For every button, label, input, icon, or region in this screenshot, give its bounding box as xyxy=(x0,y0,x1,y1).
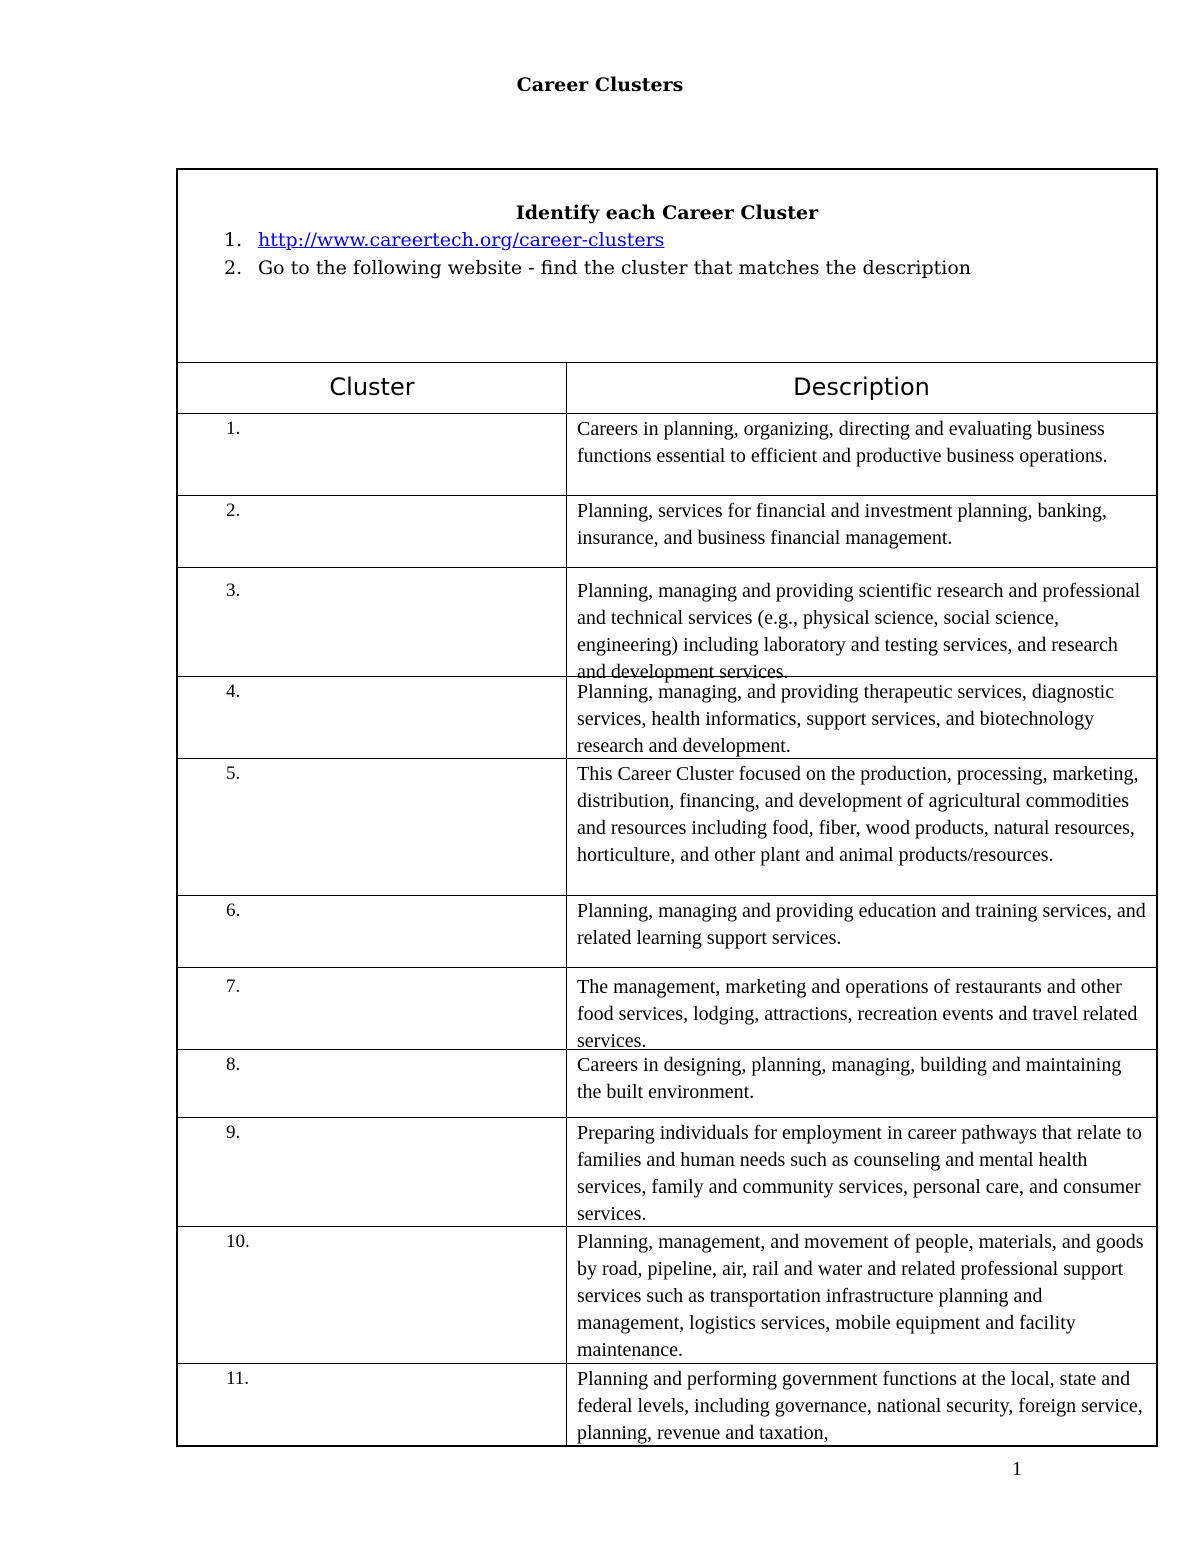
instructions-section xyxy=(178,170,1156,363)
cluster-answer-cell[interactable]: 9. xyxy=(178,1118,567,1226)
document-title: Career Clusters xyxy=(516,74,684,96)
instructions-list xyxy=(178,226,1156,282)
instruction-step xyxy=(178,226,1156,254)
cluster-answer-cell[interactable]: 1. xyxy=(178,414,567,495)
description-cell: Careers in planning, organizing, directing and evaluating business functions essential to efficient and productive business operations. xyxy=(577,418,1108,467)
cluster-answer-cell[interactable]: 6. xyxy=(178,896,567,967)
cluster-answer-cell[interactable]: 11. xyxy=(178,1364,567,1445)
page-number: 1 xyxy=(1012,1458,1022,1480)
table-row xyxy=(178,677,1156,759)
career-clusters-link[interactable]: http://www.careertech.org/career-clusters xyxy=(258,229,665,251)
description-cell: Planning, managing and providing scientific research and professional and technical services (e.g., physical science, social science, engineering) including laboratory and testing services, and research and development services. xyxy=(577,580,1141,683)
table-row xyxy=(178,1118,1156,1227)
career-clusters-table xyxy=(176,168,1158,1447)
instructions-heading: Identify each Career Cluster xyxy=(515,202,819,224)
description-cell: Planning, services for financial and investment planning, banking, insurance, and business financial management. xyxy=(577,500,1107,549)
cluster-answer-cell[interactable]: 7. xyxy=(178,968,567,1049)
description-cell: Careers in designing, planning, managing, building and maintaining the built environment. xyxy=(577,1054,1122,1103)
instruction-step-number: 2. xyxy=(224,257,243,279)
description-cell: Preparing individuals for employment in career pathways that relate to families and human needs such as counseling and mental health services, family and community services, personal care, and consumer services. xyxy=(577,1122,1142,1225)
table-row xyxy=(178,1050,1156,1118)
table-row xyxy=(178,414,1156,496)
table-row xyxy=(178,568,1156,683)
description-cell: Planning, managing and providing education and training services, and related learning support services. xyxy=(577,900,1146,949)
cluster-answer-cell[interactable]: 2. xyxy=(178,496,567,567)
cluster-answer-cell[interactable]: 8. xyxy=(178,1050,567,1117)
description-column-header: Description xyxy=(793,373,930,401)
cluster-answer-cell[interactable]: 5. xyxy=(178,759,567,895)
table-header-row xyxy=(178,363,1156,414)
description-cell: Planning, management, and movement of people, materials, and goods by road, pipeline, air, rail and water and related professional support services such as transportation infrastructure planning and management, logistics services, mobile equipment and facility maintenance. xyxy=(577,1231,1144,1361)
table-row xyxy=(178,496,1156,568)
description-cell: Planning and performing government functions at the local, state and federal levels, including governance, national security, foreign service, planning, revenue and taxation, xyxy=(577,1368,1143,1444)
cluster-answer-cell[interactable]: 10. xyxy=(178,1227,567,1363)
table-row xyxy=(178,1227,1156,1364)
cluster-answer-cell[interactable]: 3. xyxy=(178,568,567,676)
instruction-step-text: Go to the following website - find the cluster that matches the description xyxy=(258,257,972,279)
table-row xyxy=(178,759,1156,896)
description-cell: The management, marketing and operations of restaurants and other food services, lodging, attractions, recreation events and travel related services. xyxy=(577,976,1138,1052)
cluster-answer-cell[interactable]: 4. xyxy=(178,677,567,758)
table-row xyxy=(178,896,1156,968)
cluster-column-header: Cluster xyxy=(178,363,567,413)
instruction-step-number: 1. xyxy=(224,229,243,251)
description-cell: This Career Cluster focused on the production, processing, marketing, distribution, financing, and development of agricultural commodities and resources including food, fiber, wood products, natural resources, horticulture, and other plant and animal products/resources. xyxy=(577,763,1139,866)
table-row xyxy=(178,968,1156,1050)
table-row xyxy=(178,1364,1156,1447)
instruction-step xyxy=(178,254,1156,282)
description-cell: Planning, managing, and providing therapeutic services, diagnostic services, health informatics, support services, and biotechnology research and development. xyxy=(577,681,1115,757)
